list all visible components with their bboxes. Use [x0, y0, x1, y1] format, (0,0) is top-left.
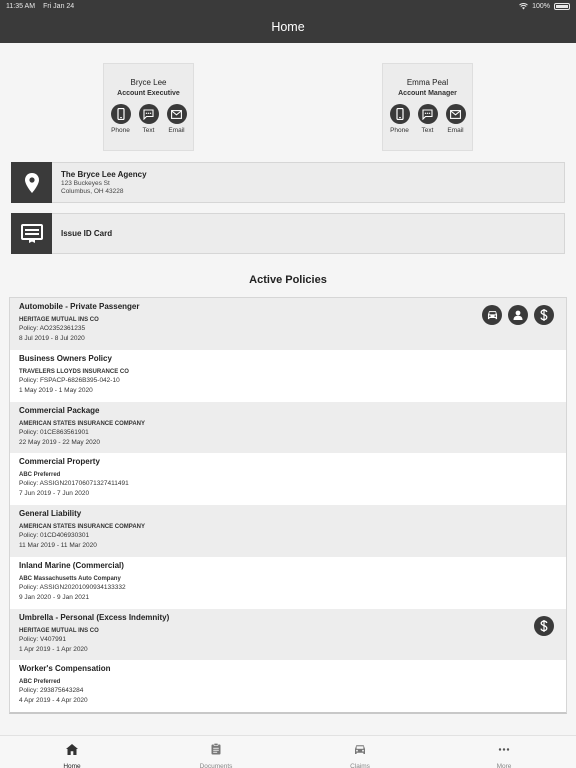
email-button[interactable] [445, 104, 467, 134]
status-bar [0, 0, 576, 12]
dollar-icon[interactable] [534, 305, 554, 325]
policy-actions [534, 616, 554, 636]
contact-role: Account Executive [117, 90, 180, 97]
tab-home-label: Home [63, 763, 81, 768]
battery-icon [554, 3, 570, 10]
clipboard-icon [211, 742, 221, 760]
mail-icon [167, 104, 187, 124]
policy-dates: 4 Apr 2019 - 4 Apr 2020 [19, 697, 88, 705]
contact-role: Account Manager [398, 90, 457, 97]
nav-bar [0, 12, 576, 43]
id-card-icon [11, 213, 52, 254]
policy-row[interactable] [10, 557, 566, 609]
status-time: 11:35 AM [6, 2, 36, 10]
policy-carrier: HERITAGE MUTUAL INS CO [19, 317, 99, 323]
phone-button[interactable] [389, 104, 411, 134]
policy-name: Business Owners Policy [19, 353, 112, 363]
policy-number: Policy: ASSIGN20170607132741149​1 [19, 480, 129, 488]
issue-id-card-row[interactable] [11, 213, 565, 254]
policy-name: Worker's Compensation [19, 664, 111, 674]
message-icon [418, 104, 438, 124]
text-button[interactable] [417, 104, 439, 134]
policy-row[interactable] [10, 609, 566, 661]
policy-carrier: TRAVELERS LLOYDS INSURANCE CO [19, 368, 129, 375]
email-button[interactable] [166, 104, 188, 134]
agency-address-line1: 123 Buckeyes St [61, 179, 110, 187]
tab-more-label: More [496, 763, 512, 768]
policy-number: Policy: FSPACP-6826B395-042-10 [19, 376, 120, 384]
phone-button[interactable] [110, 104, 132, 134]
car-icon [354, 742, 366, 760]
tab-home[interactable] [0, 736, 144, 768]
dollar-icon[interactable] [534, 616, 554, 636]
policy-name: Inland Marine (Commercial) [19, 560, 124, 570]
policy-row[interactable] [10, 660, 566, 712]
policy-carrier: ABC Preferred [19, 679, 61, 686]
contact-card-account-executive [103, 63, 194, 151]
policy-carrier: ABC Preferred [19, 472, 61, 479]
policy-name: Commercial Package [19, 405, 100, 415]
phone-label: Phone [111, 127, 130, 134]
phone-label: Phone [390, 127, 409, 134]
policy-dates: 8 Jul 2019 - 8 Jul 2020 [19, 335, 85, 342]
email-label: Email [168, 127, 185, 134]
policy-number: Policy: AO2352361235 [19, 325, 86, 332]
policy-dates: 11 Mar 2019 - 11 Mar 2020 [19, 542, 97, 549]
tab-documents[interactable] [144, 736, 288, 768]
message-icon [139, 104, 159, 124]
status-right [519, 3, 570, 10]
policy-row[interactable] [10, 453, 566, 505]
policy-number: Policy: 293875643284 [19, 687, 84, 695]
battery-percent: 100% [532, 2, 550, 10]
policy-row[interactable] [10, 350, 566, 402]
policy-name: General Liability [19, 509, 82, 518]
contact-card-account-manager [382, 63, 473, 151]
wifi-icon [519, 3, 528, 10]
policy-dates: 9 Jan 2020 - 9 Jan 2021 [19, 593, 90, 601]
tab-claims[interactable] [288, 736, 432, 768]
text-label: Text [421, 127, 434, 134]
policy-row[interactable] [10, 402, 566, 454]
contact-name: Bryce Lee [130, 78, 167, 87]
policies-list [9, 297, 567, 714]
status-date: Fri Jan 24 [43, 2, 75, 10]
policy-carrier: AMERICAN STATES INSURANCE COMPANY [19, 420, 146, 427]
text-button[interactable] [138, 104, 160, 134]
active-policies-heading: Active Policies [249, 274, 327, 286]
tab-more[interactable] [432, 736, 576, 768]
phone-icon [390, 104, 410, 124]
policy-name: Umbrella - Personal (Excess Indemnity) [19, 612, 170, 622]
policy-dates: 1 Apr 2019 - 1 Apr 2020 [19, 645, 88, 653]
phone-icon [111, 104, 131, 124]
mail-icon [446, 104, 466, 124]
location-pin-icon [11, 162, 52, 203]
policy-row[interactable] [10, 298, 566, 350]
policy-number: Policy: V407991 [19, 635, 66, 643]
policy-dates: 22 May 2019 - 22 May 2020 [19, 438, 100, 446]
policy-number: Policy: ASSIGN20201090934133332 [19, 583, 126, 591]
policy-number: Policy: 01CE863561901 [19, 428, 89, 436]
home-icon [66, 742, 78, 760]
tab-claims-label: Claims [350, 763, 370, 768]
person-icon[interactable] [508, 305, 528, 325]
text-label: Text [142, 127, 155, 134]
agency-address-line2: Columbus, OH 43228 [61, 187, 124, 195]
policy-dates: 1 May 2019 - 1 May 2020 [19, 386, 93, 394]
agency-row[interactable] [11, 162, 565, 203]
car-icon[interactable] [482, 305, 502, 325]
policy-actions [482, 305, 554, 325]
agency-name: The Bryce Lee Agency [61, 169, 147, 179]
contact-name: Emma Peal [406, 78, 449, 87]
more-dots-icon [498, 742, 510, 760]
tab-bar [0, 735, 576, 768]
issue-id-card-label: Issue ID Card [61, 229, 113, 238]
policy-dates: 7 Jun 2019 - 7 Jun 2020 [19, 490, 90, 498]
policy-carrier: ABC Massachusetts Auto Company [19, 575, 121, 582]
policy-number: Policy: 01CD406930301 [19, 532, 90, 539]
policy-carrier: AMERICAN STATES INSURANCE COMPANY [19, 524, 146, 530]
email-label: Email [447, 127, 464, 134]
page-title: Home [271, 20, 305, 34]
policy-name: Automobile - Private Passenger [19, 302, 140, 311]
policy-row[interactable] [10, 505, 566, 557]
policy-name: Commercial Property [19, 457, 100, 467]
policy-carrier: HERITAGE MUTUAL INS CO [19, 627, 99, 634]
tab-documents-label: Documents [199, 763, 233, 768]
